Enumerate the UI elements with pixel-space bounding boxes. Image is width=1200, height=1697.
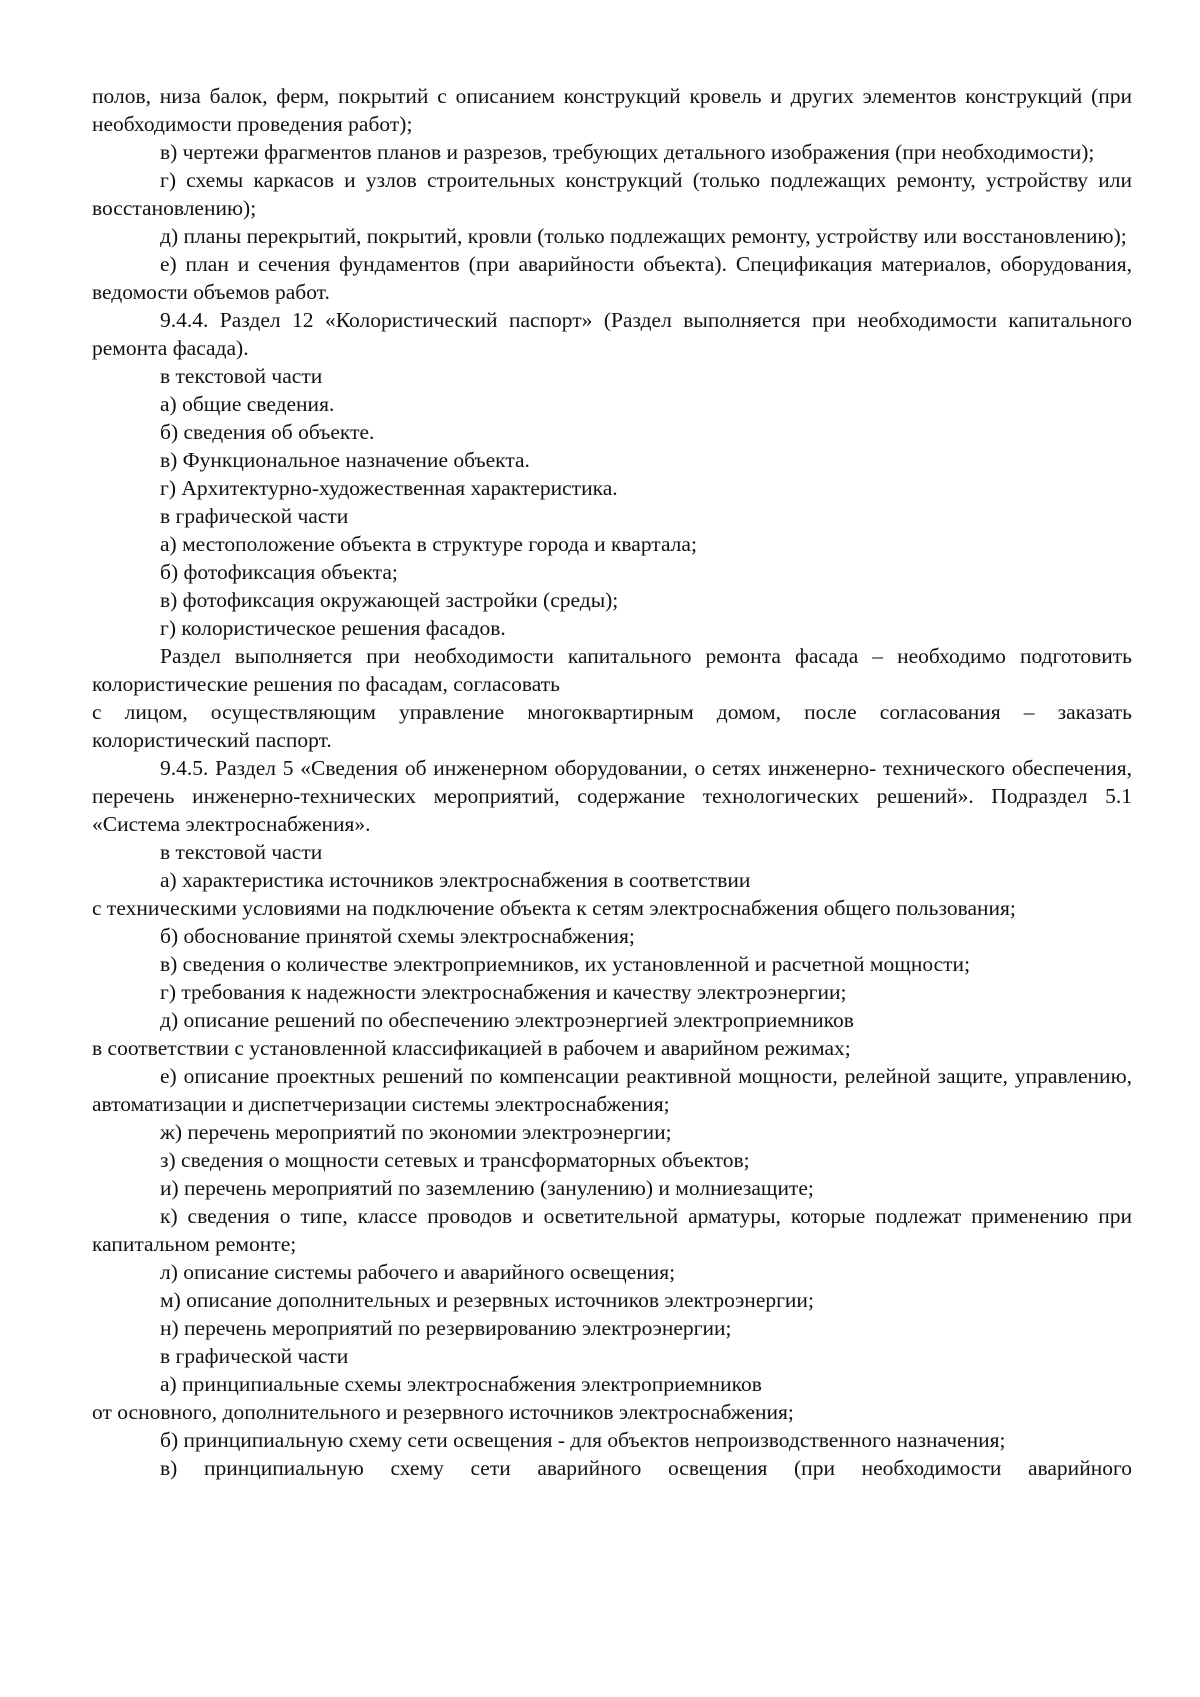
document-body [92, 82, 1132, 1482]
list-item: в) сведения о количестве электроприемников, их установленной и расчетной мощности; [160, 952, 971, 976]
list-item: л) описание системы рабочего и аварийного освещения; [160, 1260, 676, 1284]
list-item: г) Архитектурно-художественная характеристика. [160, 476, 618, 500]
paragraph: с техническими условиями на подключение объекта к сетям электроснабжения общего пользования; [92, 896, 1016, 920]
list-item: б) принципиальную схему сети освещения - для объектов непроизводственного назначения; [160, 1428, 1006, 1452]
paragraph: в) чертежи фрагментов планов и разрезов, требующих детального изображения (при необходимости); [160, 140, 1095, 164]
list-item: б) сведения об объекте. [160, 420, 375, 444]
list-item: н) перечень мероприятий по резервированию электроэнергии; [160, 1316, 732, 1340]
paragraph: Раздел выполняется при необходимости капитального ремонта фасада – необходимо подготовить колористические решения по фасадам, согласовать [92, 644, 1132, 696]
list-item: м) описание дополнительных и резервных источников электроэнергии; [160, 1288, 814, 1312]
list-item: а) общие сведения. [160, 392, 335, 416]
list-item: б) фотофиксация объекта; [160, 560, 398, 584]
paragraph: с лицом, осуществляющим управление многоквартирным домом, после согласования – заказать колористический паспорт. [92, 700, 1132, 752]
subheading: в графической части [160, 504, 349, 528]
list-item: а) местоположение объекта в структуре города и квартала; [160, 532, 697, 556]
section-heading: 9.4.4. Раздел 12 «Колористический паспорт» (Раздел выполняется при необходимости капитального ремонта фасада). [92, 308, 1132, 360]
paragraph: от основного, дополнительного и резервного источников электроснабжения; [92, 1400, 794, 1424]
paragraph: е) план и сечения фундаментов (при аварийности объекта). Спецификация материалов, оборудования, ведомости объемов работ. [92, 252, 1132, 304]
subheading: в графической части [160, 1344, 349, 1368]
list-item: а) характеристика источников электроснабжения в соответствии [160, 868, 751, 892]
list-item: в) принципиальную схему сети аварийного освещения (при необходимости аварийного [160, 1456, 1132, 1480]
paragraph: д) планы перекрытий, покрытий, кровли (только подлежащих ремонту, устройству или восстановлению); [160, 224, 1127, 248]
list-item: г) колористическое решения фасадов. [160, 616, 506, 640]
list-item: и) перечень мероприятий по заземлению (занулению) и молниезащите; [160, 1176, 814, 1200]
subheading: в текстовой части [160, 840, 323, 864]
list-item: в) фотофиксация окружающей застройки (среды); [160, 588, 619, 612]
list-item: г) требования к надежности электроснабжения и качеству электроэнергии; [160, 980, 847, 1004]
list-item: в) Функциональное назначение объекта. [160, 448, 530, 472]
list-item: з) сведения о мощности сетевых и трансформаторных объектов; [160, 1148, 750, 1172]
paragraph: полов, низа балок, ферм, покрытий с описанием конструкций кровель и других элементов конструкций (при необходимости проведения работ); [92, 84, 1132, 136]
section-heading: 9.4.5. Раздел 5 «Сведения об инженерном оборудовании, о сетях инженерно- технического обеспечения, перечень инженерно-технических мероприятий, содержание технологических решений». Подраздел 5.1 «Система электроснабжения». [92, 756, 1132, 836]
list-item: е) описание проектных решений по компенсации реактивной мощности, релейной защите, управлению, автоматизации и диспетчеризации системы электроснабжения; [92, 1064, 1132, 1116]
list-item: д) описание решений по обеспечению электроэнергией электроприемников [160, 1008, 854, 1032]
list-item: б) обоснование принятой схемы электроснабжения; [160, 924, 635, 948]
list-item: а) принципиальные схемы электроснабжения электроприемников [160, 1372, 762, 1396]
list-item: ж) перечень мероприятий по экономии электроэнергии; [160, 1120, 672, 1144]
paragraph: г) схемы каркасов и узлов строительных конструкций (только подлежащих ремонту, устройству или восстановлению); [92, 168, 1132, 220]
list-item: к) сведения о типе, классе проводов и осветительной арматуры, которые подлежат применению при капитальном ремонте; [92, 1204, 1132, 1256]
subheading: в текстовой части [160, 364, 323, 388]
paragraph: в соответствии с установленной классификацией в рабочем и аварийном режимах; [92, 1036, 851, 1060]
